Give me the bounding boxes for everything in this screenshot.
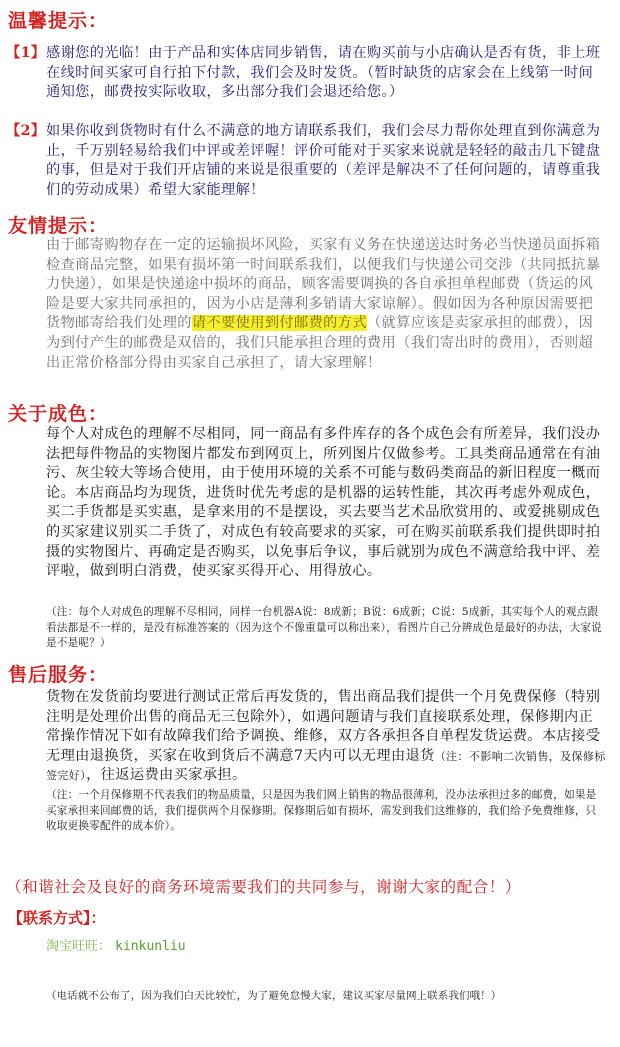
contact-note: （电话就不公布了，因为我们白天比较忙，为了避免怠慢大家，建议买家尽量网上联系我们哦！） [46, 990, 502, 1002]
aftersales-text-end: ，往返运费由买家承担。 [86, 767, 247, 784]
aftersales-title: 售后服务： [8, 664, 109, 686]
contact-title: 【联系方式】： [8, 909, 106, 927]
wangwang-id[interactable]: kinkunliu [115, 939, 186, 954]
friendly-highlight: 请不要使用到付邮费的方式 [191, 315, 367, 332]
condition-paragraph: 每个人对成色的理解不尽相同，同一商品有多件库存的各个成色会有所差异，我们没办法把每件物品的实物图片都发布到网页上，所列图片仅做参考。工具类商品通常在有油污、灰尘较大等场合使用，由于使用环境的关系不可能与数码类商品的新旧程度一概而论。本店商品均为现货，进货时优先考虑的是机器的运转性能，其次再考虑外观成色，买二手货都是买实惠，是拿来用的不是摆设，买去要当艺术品欣赏用的、或爱挑剔成色的买家建议别买二手货了，对成色有较高要求的买家，可在购买前联系我们提供即时拍摄的实物图片、再确定是否购买，以免事后争议，事后就别为成色不满意给我中评、差评啦，做到明白消费，使买家买得开心、用得放心。 [46, 426, 601, 580]
aftersales-text: 货物在发货前均要进行测试正常后再发货的，售出商品我们提供一个月免费保修（特别注明是处理价出售的商品无三包除外），如遇问题请与我们直接联系处理，保修期内正常操作情况下如有故障我们给予调换、维修，双方各承担各自单程发货运费。本店接受无理由退换货，买家在收到货后不满意7天内可以无理由退货 [46, 689, 601, 764]
condition-note: （注：每个人对成色的理解不尽相同，同样一台机器A说：8成新；B说：6成新；C说：5成新，其实每个人的观点跟看法都是不一样的，是没有标准答案的（因为这个不像重量可以称出来），看图片自己分辨成色是最好的办法，大家说是不是呢？） [46, 606, 602, 649]
item1-marker: 【1】 [6, 45, 46, 61]
aftersales-paragraph [46, 688, 606, 786]
aftersales-inline-note: （注：不影响二次销售，及保修标签完好） [46, 749, 606, 783]
friendly-text-after: （就算应该是卖家承担的邮费），因为到付产生的邮费是双倍的，我们只能承担合理的费用（我们寄出时的费用），否则超出正常价格部分得由买家自己承担了，请大家理解！ [46, 315, 594, 371]
notice-item-1: 感谢您的光临！由于产品和实体店同步销售，请在购买前与小店确认是否有货，非上班在线时间买家可自行拍下付款，我们会及时发货。（暂时缺货的店家会在上线第一时间通知您，邮费按实际收取，多出部分我们会退还给您。） [46, 45, 601, 101]
friendly-title: 友情提示： [8, 215, 109, 237]
condition-title: 关于成色： [8, 403, 109, 425]
item2-marker: 【2】 [6, 123, 46, 139]
notice-title: 温馨提示： [8, 10, 109, 32]
wangwang-label: 淘宝旺旺： [46, 939, 112, 954]
closing-message: （和谐社会及良好的商务环境需要我们的共同参与，谢谢大家的配合！） [6, 878, 522, 896]
friendly-text-before: 由于邮寄购物存在一定的运输损坏风险，买家有义务在快递送达时务必当快递员面拆箱检查商品完整，如果有损坏第一时间联系我们，以便我们与快递公司交涉（共同抵抗暴力快递），如果是快递途中损坏的商品，顾客需要调换的各自承担单程邮费（货运的风险是要大家共同承担的，因为小店是薄利多销请大家谅解）。假如因为各种原因需要把货物邮寄给我们处理的 [46, 237, 601, 332]
friendly-paragraph [46, 236, 606, 373]
notice-item-2: 如果你收到货物时有什么不满意的地方请联系我们，我们会尽力帮你处理直到你满意为止，千万别轻易给我们中评或差评喔！评价可能对于买家来说就是轻轻的敲击几下键盘的事，但是对于我们开店铺的来说是很重要的（差评是解决不了任何问题的，请尊重我们的劳动成果）希望大家能理解！ [46, 123, 601, 198]
aftersales-note: （注：一个月保修期不代表我们的物品质量，只是因为我们网上销售的物品很薄利，没办法承担过多的邮费，如果是买家承担来回邮费的话，我们提供两个月保修期。保修期后如有损坏，需发到我们这维修的，我们给予免费维修，只收取更换零配件的成本价）。 [46, 789, 597, 832]
wangwang-row [46, 935, 186, 954]
